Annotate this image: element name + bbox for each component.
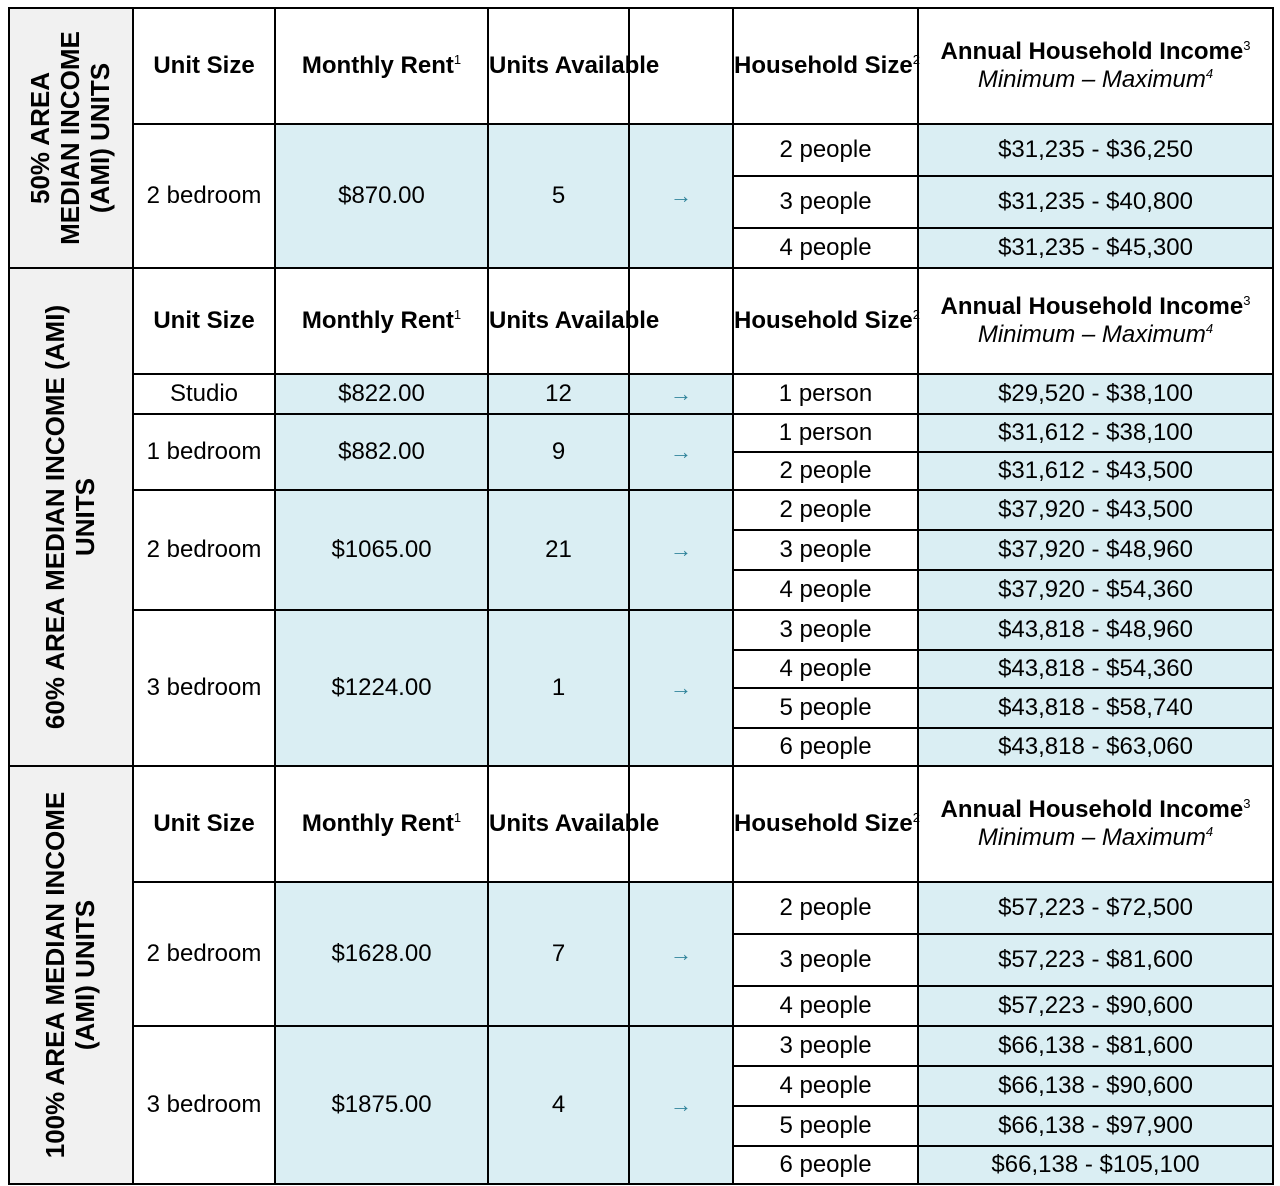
- arrow-cell: [629, 610, 733, 766]
- arrow-cell: [629, 124, 733, 268]
- header-household-size: [733, 268, 918, 374]
- header-unit-size-text: Unit Size: [153, 51, 255, 79]
- header-unit-size: [133, 8, 275, 124]
- header-household-size-footnote: 2: [912, 306, 920, 322]
- monthly-rent-cell: $882.00: [275, 414, 488, 490]
- income-range-cell: $31,235 - $36,250: [918, 124, 1273, 176]
- household-size-cell: 4 people: [733, 650, 918, 688]
- income-range-cell: $66,138 - $81,600: [918, 1026, 1273, 1066]
- right-arrow-icon: →: [670, 438, 692, 464]
- household-size-cell: 2 people: [733, 882, 918, 934]
- ami-band-line: (AMI) UNITS: [84, 62, 115, 214]
- header-income-range-text: Minimum – Maximum: [977, 824, 1206, 851]
- household-size-cell: 6 people: [733, 1146, 918, 1184]
- units-available-cell: 7: [488, 882, 629, 1026]
- household-size-cell: 4 people: [733, 1066, 918, 1106]
- right-arrow-icon: →: [670, 674, 692, 700]
- income-range-cell: $43,818 - $48,960: [918, 610, 1273, 650]
- header-units-available-text: Units Available: [489, 306, 660, 334]
- ami-band-line: UNITS: [70, 478, 100, 557]
- section-header-row: [9, 8, 1273, 124]
- income-range-cell: $31,235 - $40,800: [918, 176, 1273, 228]
- header-monthly-rent-text: Monthly Rent: [301, 306, 454, 334]
- household-size-cell: 2 people: [733, 490, 918, 530]
- header-income-range-text: Minimum – Maximum: [977, 66, 1206, 93]
- income-range-cell: $43,818 - $54,360: [918, 650, 1273, 688]
- header-income-range-footnote: 4: [1205, 66, 1214, 81]
- household-row: [9, 414, 1273, 452]
- monthly-rent-cell: $1875.00: [275, 1026, 488, 1184]
- right-arrow-icon: →: [670, 940, 692, 966]
- header-monthly-rent-footnote: 1: [453, 51, 462, 67]
- header-monthly-rent: [275, 8, 488, 124]
- right-arrow-icon: →: [670, 182, 692, 208]
- income-range-cell: $57,223 - $90,600: [918, 986, 1273, 1026]
- income-range-cell: $57,223 - $81,600: [918, 934, 1273, 986]
- header-household-size-text: Household Size: [734, 306, 913, 334]
- income-range-cell: $37,920 - $54,360: [918, 570, 1273, 610]
- header-income-range-text: Minimum – Maximum: [977, 321, 1206, 348]
- units-available-cell: 1: [488, 610, 629, 766]
- household-size-cell: 1 person: [733, 374, 918, 414]
- header-unit-size: [133, 268, 275, 374]
- household-row: [9, 374, 1273, 414]
- header-monthly-rent-text: Monthly Rent: [301, 51, 454, 79]
- household-size-cell: 3 people: [733, 934, 918, 986]
- unit-size-cell: 2 bedroom: [133, 124, 275, 268]
- ami-band-line: 100% AREA MEDIAN INCOME: [40, 791, 71, 1159]
- header-income-range: [919, 825, 1272, 851]
- header-units-available-text: Units Available: [489, 51, 660, 79]
- income-range-cell: $66,138 - $90,600: [918, 1066, 1273, 1106]
- header-income-range-footnote: 4: [1205, 321, 1214, 336]
- ami-band-line: (AMI) UNITS: [70, 899, 100, 1051]
- header-monthly-rent: [275, 268, 488, 374]
- income-range-cell: $37,920 - $43,500: [918, 490, 1273, 530]
- header-monthly-rent-text: Monthly Rent: [301, 809, 454, 837]
- household-row: [9, 610, 1273, 650]
- table-body: [9, 8, 1273, 1184]
- header-household-size: [733, 8, 918, 124]
- unit-size-cell: 3 bedroom: [133, 610, 275, 766]
- household-size-cell: 2 people: [733, 452, 918, 490]
- arrow-cell: [629, 882, 733, 1026]
- income-range-cell: $57,223 - $72,500: [918, 882, 1273, 934]
- arrow-cell: [629, 414, 733, 490]
- right-arrow-icon: →: [670, 1091, 692, 1117]
- income-range-cell: $43,818 - $58,740: [918, 688, 1273, 728]
- unit-size-cell: Studio: [133, 374, 275, 414]
- income-range-cell: $43,818 - $63,060: [918, 728, 1273, 766]
- arrow-cell: [629, 374, 733, 414]
- income-range-cell: $31,235 - $45,300: [918, 228, 1273, 268]
- household-row: [9, 124, 1273, 176]
- household-size-cell: 3 people: [733, 1026, 918, 1066]
- header-monthly-rent: [275, 766, 488, 882]
- header-household-size-text: Household Size: [734, 51, 913, 79]
- header-monthly-rent-footnote: 1: [453, 306, 462, 322]
- units-available-cell: 21: [488, 490, 629, 610]
- header-units-available-text: Units Available: [489, 809, 660, 837]
- monthly-rent-cell: $1065.00: [275, 490, 488, 610]
- household-size-cell: 3 people: [733, 610, 918, 650]
- ami-band-line: 50% AREA: [25, 72, 56, 204]
- household-size-cell: 3 people: [733, 530, 918, 570]
- household-size-cell: 4 people: [733, 570, 918, 610]
- header-annual-income-footnote: 3: [1243, 795, 1251, 811]
- unit-size-cell: 2 bedroom: [133, 490, 275, 610]
- unit-size-cell: 1 bedroom: [133, 414, 275, 490]
- header-household-size-text: Household Size: [734, 809, 913, 837]
- ami-band-label: [9, 268, 133, 766]
- header-unit-size-text: Unit Size: [153, 306, 255, 334]
- header-income-range-footnote: 4: [1205, 824, 1214, 839]
- household-size-cell: 2 people: [733, 124, 918, 176]
- household-size-cell: 4 people: [733, 228, 918, 268]
- monthly-rent-cell: $1628.00: [275, 882, 488, 1026]
- header-household-size-footnote: 2: [912, 809, 920, 825]
- header-household-size: [733, 766, 918, 882]
- arrow-cell: [629, 490, 733, 610]
- household-row: [9, 882, 1273, 934]
- section-header-row: [9, 766, 1273, 882]
- header-unit-size: [133, 766, 275, 882]
- monthly-rent-cell: $1224.00: [275, 610, 488, 766]
- header-monthly-rent-footnote: 1: [453, 809, 462, 825]
- ami-band-text: [41, 305, 101, 729]
- ami-band-text: [26, 31, 116, 245]
- units-available-cell: 4: [488, 1026, 629, 1184]
- units-available-cell: 12: [488, 374, 629, 414]
- ami-band-line: MEDIAN INCOME: [55, 31, 86, 245]
- header-household-size-footnote: 2: [912, 51, 920, 67]
- section-header-row: [9, 268, 1273, 374]
- income-range-cell: $66,138 - $97,900: [918, 1106, 1273, 1146]
- header-annual-income: [918, 766, 1273, 882]
- right-arrow-icon: →: [670, 536, 692, 562]
- header-annual-income-footnote: 3: [1243, 292, 1251, 308]
- income-range-cell: $37,920 - $48,960: [918, 530, 1273, 570]
- arrow-cell: [629, 1026, 733, 1184]
- unit-size-cell: 3 bedroom: [133, 1026, 275, 1184]
- header-units-available: [488, 268, 660, 374]
- header-annual-income: [918, 268, 1273, 374]
- household-size-cell: 6 people: [733, 728, 918, 766]
- units-available-cell: 5: [488, 124, 629, 268]
- header-annual-income-text: Annual Household Income: [940, 292, 1244, 320]
- income-range-cell: $29,520 - $38,100: [918, 374, 1273, 414]
- household-size-cell: 3 people: [733, 176, 918, 228]
- right-arrow-icon: →: [670, 380, 692, 406]
- monthly-rent-cell: $870.00: [275, 124, 488, 268]
- header-income-range: [919, 322, 1272, 348]
- household-size-cell: 5 people: [733, 688, 918, 728]
- income-range-cell: $31,612 - $43,500: [918, 452, 1273, 490]
- ami-band-line: 60% AREA MEDIAN INCOME (AMI): [40, 304, 71, 730]
- income-range-cell: $31,612 - $38,100: [918, 414, 1273, 452]
- income-range-cell: $66,138 - $105,100: [918, 1146, 1273, 1184]
- household-row: [9, 1026, 1273, 1066]
- header-income-range: [919, 67, 1272, 93]
- unit-size-cell: 2 bedroom: [133, 882, 275, 1026]
- header-annual-income-text: Annual Household Income: [940, 795, 1244, 823]
- header-units-available: [488, 766, 660, 882]
- household-size-cell: 5 people: [733, 1106, 918, 1146]
- header-units-available: [488, 8, 660, 124]
- header-unit-size-text: Unit Size: [153, 809, 255, 837]
- household-size-cell: 1 person: [733, 414, 918, 452]
- header-annual-income-footnote: 3: [1243, 37, 1251, 53]
- ami-rent-income-table: [8, 7, 1274, 1185]
- header-annual-income-text: Annual Household Income: [940, 37, 1244, 65]
- ami-band-label: [9, 8, 133, 268]
- ami-band-text: [41, 792, 101, 1158]
- monthly-rent-cell: $822.00: [275, 374, 488, 414]
- household-row: [9, 490, 1273, 530]
- header-annual-income: [918, 8, 1273, 124]
- ami-band-label: [9, 766, 133, 1184]
- household-size-cell: 4 people: [733, 986, 918, 1026]
- units-available-cell: 9: [488, 414, 629, 490]
